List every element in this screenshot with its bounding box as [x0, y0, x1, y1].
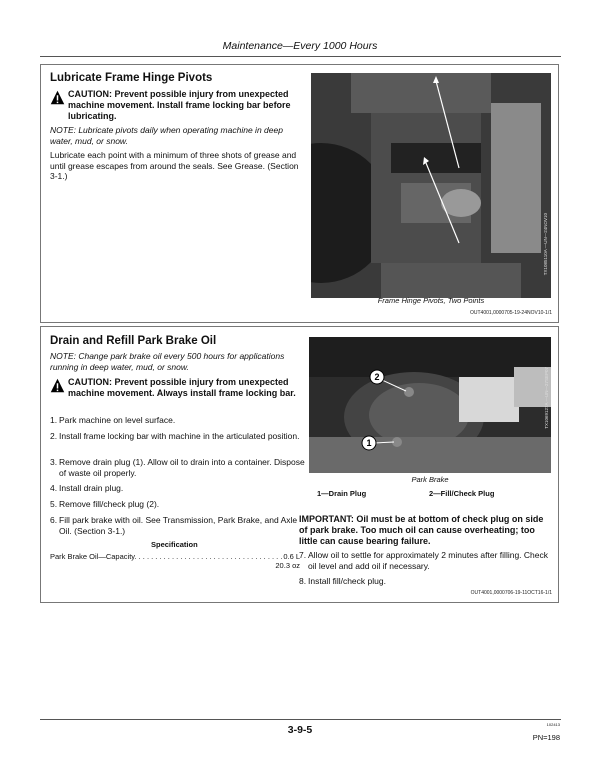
caution-block — [50, 89, 300, 123]
image-id: TX1085110A —UN—24NOV10 — [543, 213, 548, 276]
section-title: Lubricate Frame Hinge Pivots — [50, 72, 213, 84]
header-rule — [40, 56, 561, 57]
image-id: TX1069127A —UN—27SEP07 — [544, 367, 549, 429]
section-park-brake: Drain and Refill Park Brake Oil NOTE: Change park brake oil every 500 hours for applications running in deep water, mud, or snow. CAUTION: Prevent possible injury from unexpected machine movement. Always install frame locking bar. 1. Park machine on level surface. 2. Install frame locking bar with machine in the articulated position. 3. Remove drain plug (1). Allow oil to drain into a container. Dispose of waste oil properly. 4. Install drain plug. 5. Remove fill/check plug (2). 6. Fill park brake with oil. See Transmission, Park Brake, and Axle Oil. (Section 3-1.) Specification Park Brake Oil—Capacity. . . . . . . . . . . . . . . . . . . . . . . . . . . . . . . . . . . . 0.6 L 20.3 oz 2 1 TX1069127A —UN—27SEP07 Park Brake 1—Drain Plug 2—Fill/Check Plug IMPORTANT: Oil must be at bottom of check plug on side of park brake. Too much oil can cause overheating; too little can cause bearing failure. 7. Allow oil to settle for approximately 2 minutes after filling. Check oil level and add oil if necessary. 8. Install fill/check plug. OUT4001,0000706-19-11OCT16-1/1 — [40, 326, 559, 603]
warning-icon — [50, 378, 65, 393]
caution-text: CAUTION: Prevent possible injury from unexpected machine movement. Install frame locking bar before lubricating. — [68, 89, 291, 121]
section-frame-hinge — [40, 64, 559, 323]
page-number: 3-9-5 — [287, 724, 313, 736]
reference-code: OUT4001,0000706-19-11OCT16-1/1 — [470, 590, 552, 596]
note-text: NOTE: Lubricate pivots daily when operating machine in deep water, mud, or snow. — [50, 125, 283, 146]
reference-code: OUT4001,0000705-19-24NOV10-1/1 — [470, 310, 552, 316]
frame-hinge-illustration — [311, 73, 551, 298]
footer-rule — [40, 719, 561, 720]
legend-drain-plug: 1—Drain Plug — [317, 489, 367, 498]
park-brake-photo — [309, 337, 551, 473]
spec-label: Park Brake Oil—Capacity. . . . . . . . . . . . . . . . . . . . . . . . . . . . . . . . . . . . — [50, 552, 283, 561]
callout-2: 2 — [374, 372, 380, 382]
section-title: Drain and Refill Park Brake Oil — [50, 335, 217, 347]
callout-1: 1 — [366, 438, 372, 448]
note-text: NOTE: Change park brake oil every 500 hours for applications running in deep water, mud, or snow. — [50, 351, 285, 372]
spec-value-us: 20.3 oz — [275, 561, 300, 570]
spec-heading: Specification — [151, 540, 198, 549]
body-text: Lubricate each point with a minimum of three shots of grease and until grease escapes from around the seals. See Grease. (Section 3-1.) — [50, 150, 299, 181]
pn-label: PN=198 — [532, 733, 560, 742]
spec-value-metric: 0.6 L — [283, 552, 300, 561]
caution-block — [50, 377, 300, 411]
warning-icon — [50, 90, 65, 105]
caution-text: CAUTION: Prevent possible injury from unexpected machine movement. Always install frame locking bar. — [68, 377, 296, 398]
park-brake-illustration — [309, 337, 551, 473]
image-caption: Frame Hinge Pivots, Two Points — [377, 296, 485, 305]
legend-fill-check-plug: 2—Fill/Check Plug — [429, 489, 495, 498]
important-notice: IMPORTANT: Oil must be at bottom of check plug on side of park brake. Too much oil can cause overheating; too little can cause bearing failure. — [299, 514, 544, 546]
frame-hinge-photo — [311, 73, 551, 298]
page-header: Maintenance—Every 1000 Hours — [222, 40, 378, 52]
image-caption: Park Brake — [411, 475, 449, 484]
footer-code: 102413 — [546, 722, 560, 727]
spec-row — [50, 552, 300, 572]
